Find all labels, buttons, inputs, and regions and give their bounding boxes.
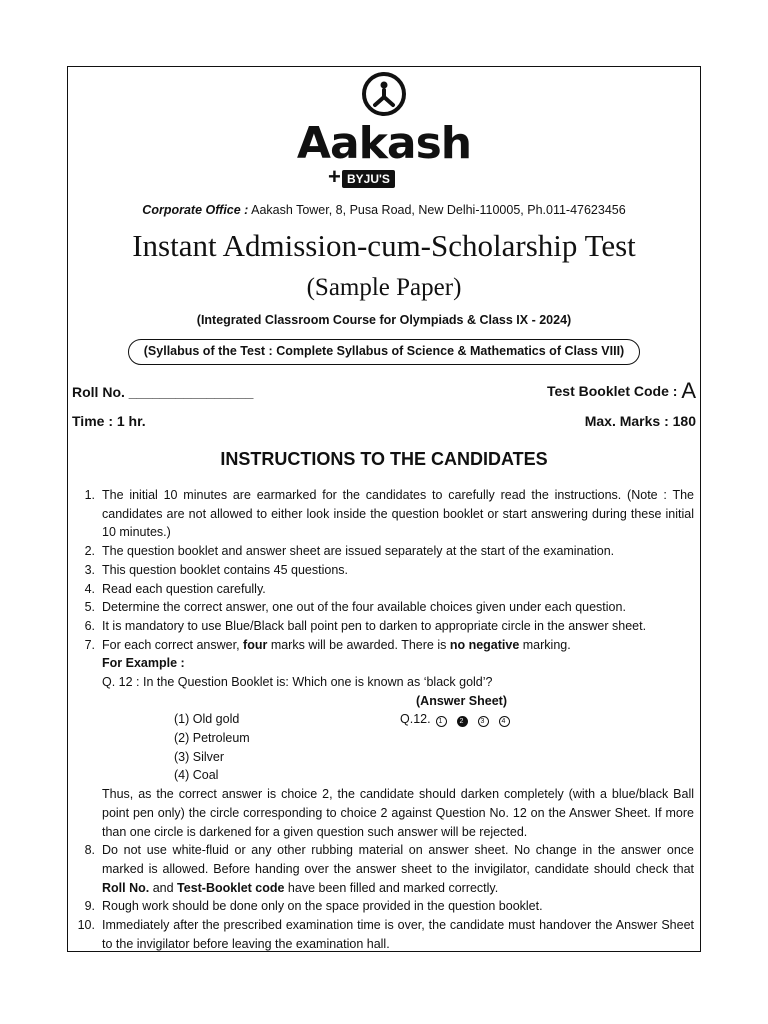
booklet-code-label: Test Booklet Code :	[547, 383, 678, 399]
logo-plus: +	[328, 164, 341, 189]
list-item	[70, 916, 698, 953]
example-question: Q. 12 : In the Question Booklet is: Which one is known as ‘black gold’?	[102, 675, 493, 690]
list-item	[70, 617, 698, 636]
aakash-logo-icon	[360, 70, 408, 118]
logo-partner: BYJU'S	[342, 170, 395, 188]
instructions-heading: INSTRUCTIONS TO THE CANDIDATES	[220, 449, 548, 469]
bold-run: four	[243, 637, 268, 652]
text-run: For each correct answer,	[102, 637, 244, 652]
answer-bubbles	[436, 710, 520, 729]
bold-run: Roll No.	[102, 880, 150, 895]
course-line: (Integrated Classroom Course for Olympiads & Class IX - 2024)	[196, 313, 572, 327]
item-text: The initial 10 minutes are earmarked for the candidates to carefully read the instructions. (Note : The candidates are not allowed to either look inside the question booklet or start answering during these initial 10 minutes.)	[102, 488, 694, 540]
max-marks-label: Max. Marks : 180	[584, 413, 696, 429]
answer-bubble: 1	[436, 716, 447, 727]
example-row	[102, 766, 698, 785]
booklet-code	[547, 378, 696, 404]
bold-run: Test-Booklet code	[177, 880, 285, 895]
item-number: 9.	[84, 899, 95, 914]
item-number: 1.	[84, 488, 95, 502]
example-row	[102, 748, 698, 767]
example-option: (2) Petroleum	[174, 731, 250, 746]
text-run: marking.	[519, 637, 571, 652]
item-text: Rough work should be done only on the space provided in the question booklet.	[102, 899, 543, 914]
list-item	[70, 841, 698, 897]
answer-question-number: Q.12.	[400, 712, 431, 727]
example-label: For Example :	[102, 656, 185, 671]
item-text: It is mandatory to use Blue/Black ball point pen to darken to appropriate circle in the answer sheet.	[102, 618, 647, 633]
item-number: 6.	[84, 618, 95, 633]
page-title: Instant Admission-cum-Scholarship Test	[132, 228, 636, 263]
item-text	[102, 636, 698, 655]
time-label: Time : 1 hr.	[72, 413, 146, 429]
item-text: The question booklet and answer sheet are issued separately at the start of the examination.	[102, 544, 615, 559]
booklet-code-value: A	[681, 378, 696, 403]
list-item	[70, 598, 698, 617]
text-run: have been filled and marked correctly.	[284, 880, 499, 895]
office-label: Corporate Office :	[142, 203, 249, 217]
item-number: 8.	[84, 843, 95, 858]
item-number: 5.	[84, 600, 95, 615]
item-number: 10.	[77, 918, 95, 933]
item-text: Immediately after the prescribed examination time is over, the candidate must handover the Answer Sheet to the invigilator before leaving the examination hall.	[102, 918, 694, 951]
example-explanation: Thus, as the correct answer is choice 2, the candidate should darken completely (with a blue/black Ball point pen only) the circle corresponding to choice 2 against Question No. 12 on the Answer Sheet. If more than one circle is darkened for a given question such answer will be rejected.	[102, 787, 694, 839]
syllabus-box: (Syllabus of the Test : Complete Syllabus of Science & Mathematics of Class VIII)	[128, 339, 640, 365]
answer-bubble-filled: 2	[457, 716, 468, 727]
list-item	[70, 486, 698, 542]
instructions-list	[70, 486, 698, 954]
aakash-logo	[296, 70, 472, 198]
example-option: (3) Silver	[174, 749, 225, 764]
text-run: marks will be awarded. There is	[267, 637, 450, 652]
example-row	[102, 729, 698, 748]
page-subtitle: (Sample Paper)	[306, 274, 462, 301]
example-row	[102, 692, 698, 711]
logo-wordmark: Aakash	[296, 118, 472, 169]
office-address: Aakash Tower, 8, Pusa Road, New Delhi-110005, Ph.011-47623456	[251, 203, 626, 217]
example-option: (1) Old gold	[174, 712, 240, 727]
example-option: (4) Coal	[174, 768, 219, 783]
item-number: 3.	[84, 562, 95, 577]
list-item	[70, 580, 698, 599]
corporate-office	[0, 203, 768, 217]
example-block	[70, 654, 698, 841]
answer-bubble: 3	[478, 716, 489, 727]
item-number: 4.	[84, 581, 95, 596]
bold-run: no negative	[449, 637, 520, 652]
item-number: 2.	[84, 544, 95, 559]
list-item	[70, 542, 698, 561]
example-row	[102, 710, 698, 729]
item-text: Read each question carefully.	[102, 581, 266, 596]
text-run: Do not use white-fluid or any other rubbing material on answer sheet. No change in the answer once marked is allowed. Before handing over the answer sheet to the invigilator, candidate should check that	[102, 843, 694, 876]
item-text: Determine the correct answer, one out of the four available choices given under each question.	[102, 600, 626, 615]
item-number: 7.	[84, 637, 95, 652]
item-text: This question booklet contains 45 questions.	[102, 562, 348, 577]
list-item	[70, 561, 698, 580]
roll-no-field: Roll No. ________________	[72, 384, 254, 400]
answer-sheet-label: (Answer Sheet)	[416, 693, 507, 708]
list-item	[70, 636, 698, 655]
item-text	[102, 841, 698, 897]
list-item	[70, 897, 698, 916]
answer-bubble: 4	[499, 716, 510, 727]
text-run: and	[149, 880, 178, 895]
